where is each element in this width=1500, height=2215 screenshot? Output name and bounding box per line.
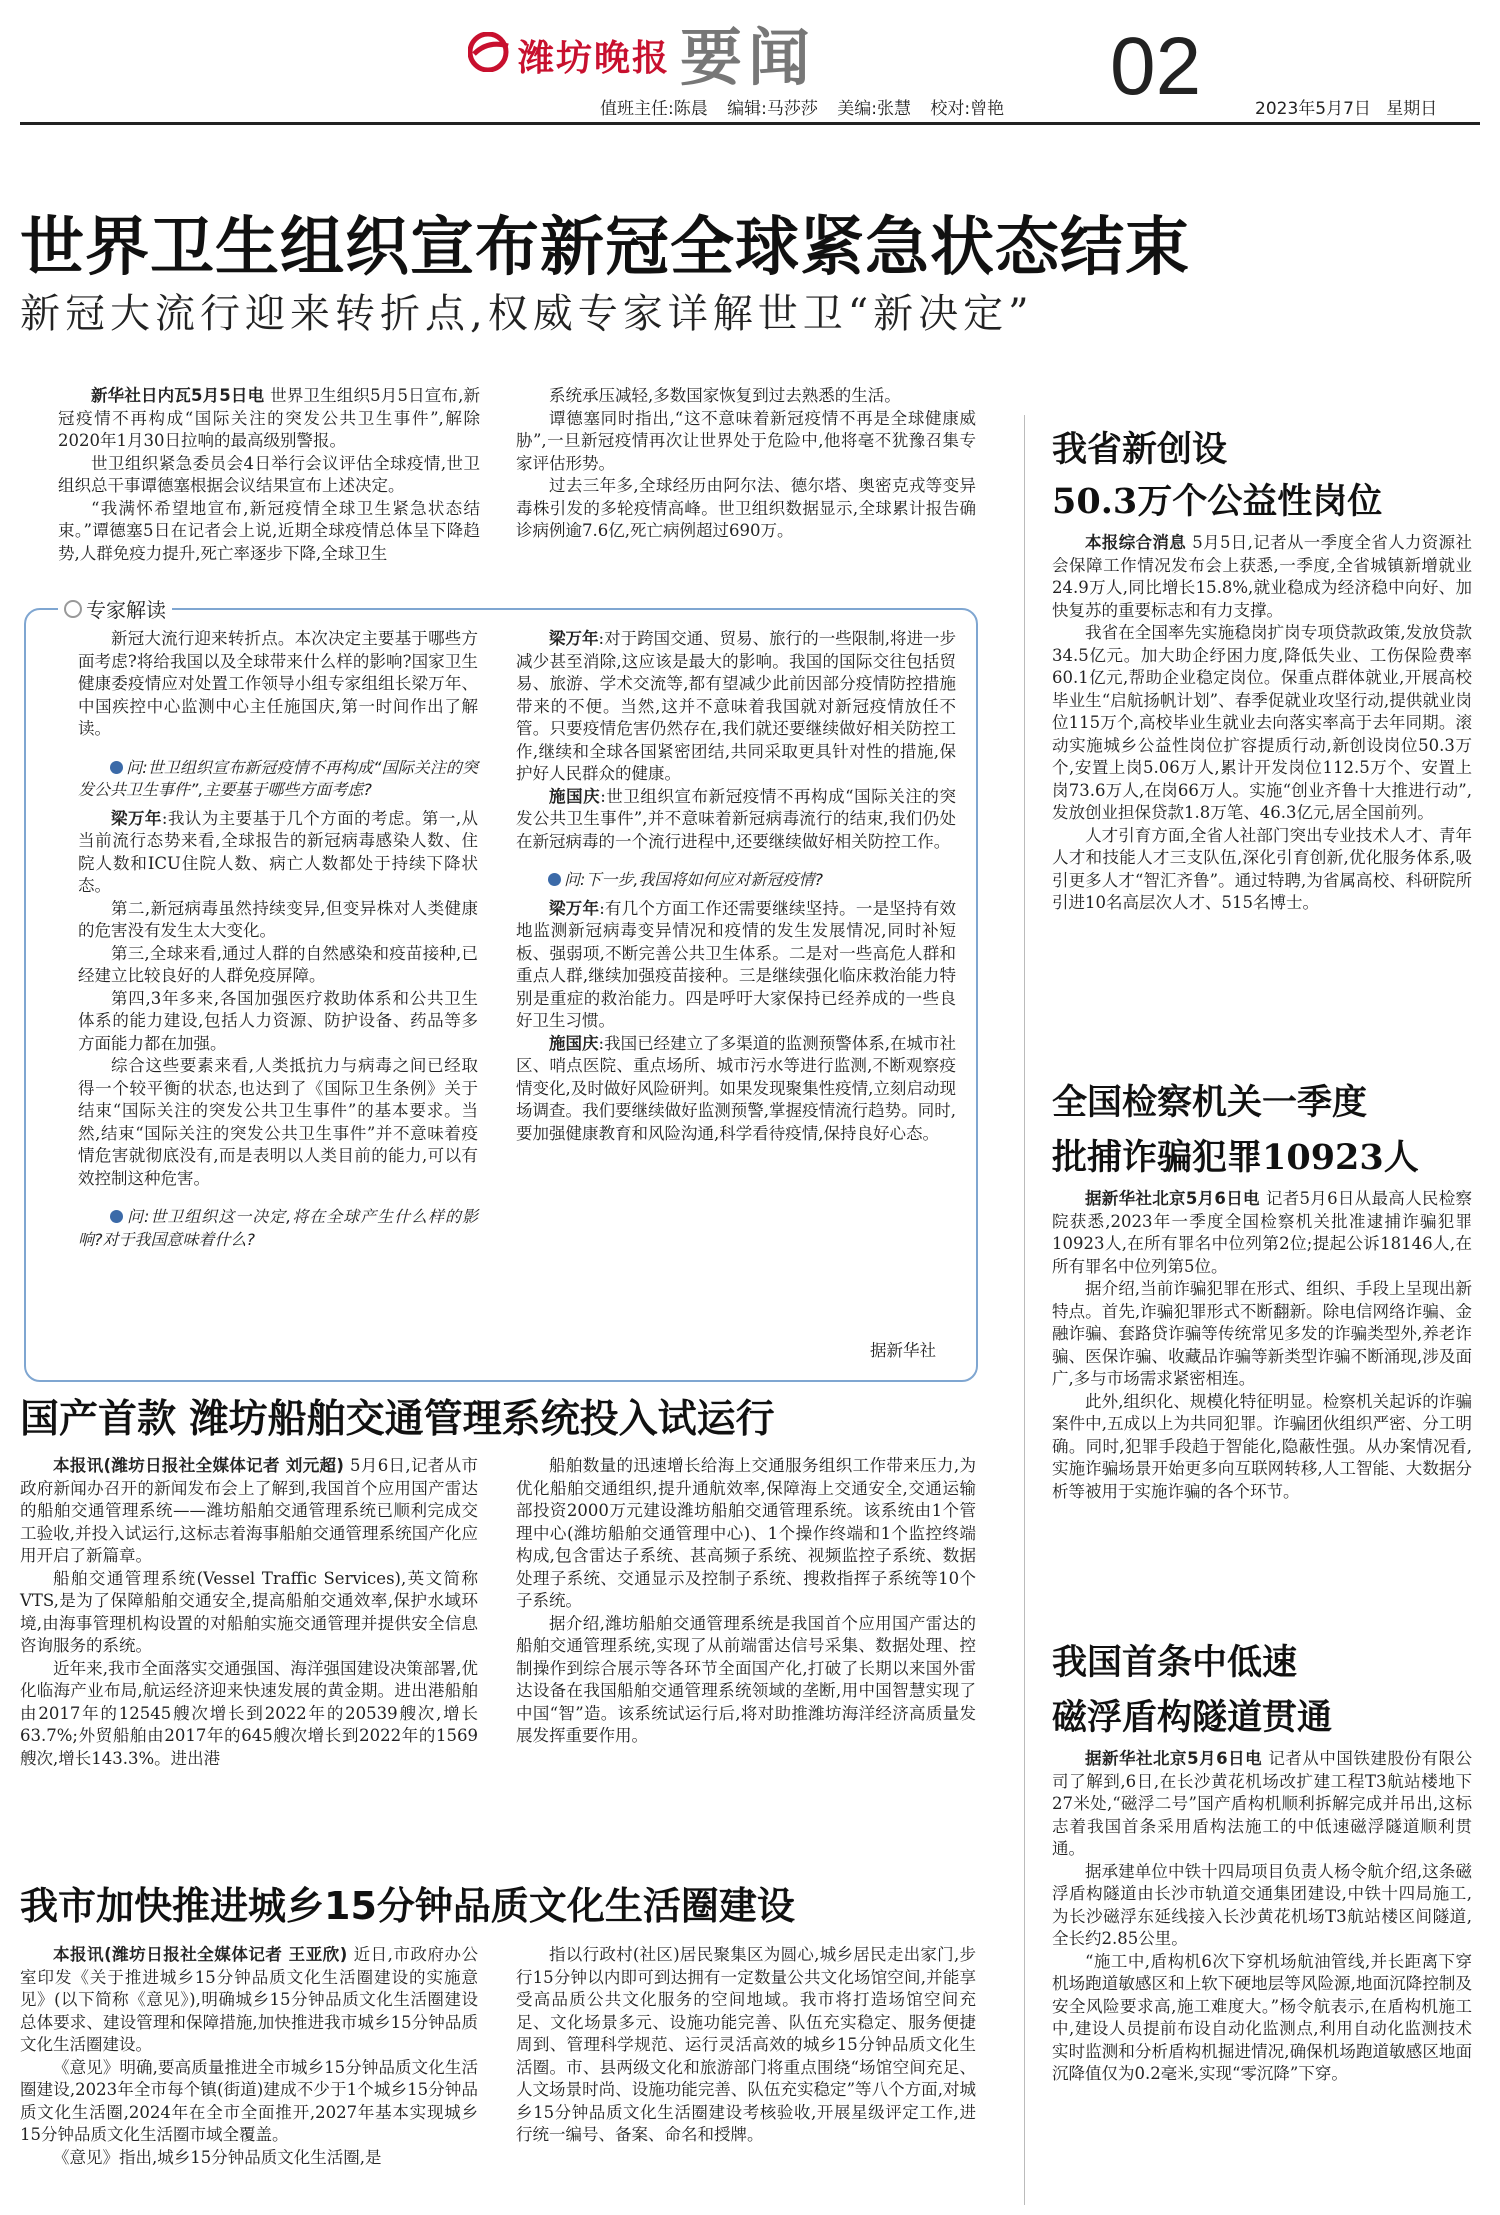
- paragraph: [20, 2057, 478, 2147]
- paragraph: [1052, 825, 1472, 915]
- lead-headline: 世界卫生组织宣布新冠全球紧急状态结束: [20, 211, 1190, 285]
- dateline: 本报讯(潍坊日报社全媒体记者 刘元超): [53, 1456, 351, 1475]
- paragraph-text: :我国已经建立了多渠道的监测预警体系,在城市社区、哨点医院、重点场所、城市污水等进行监测,不断观察疫情变化,及时做好风险研判。如果发现聚集性疫情,立刻启动现场调查。我们要继续做好监测预警,掌握疫情流行趋势。同时,要加强健康教育和风险沟通,科学看待疫情,保持良好心态。: [516, 1033, 957, 1143]
- paragraph: [516, 1944, 976, 2147]
- question-text: 问:世卫组织这一决定,将在全球产生什么样的影响?对于我国意味着什么?: [78, 1207, 478, 1249]
- paragraph-text: :对于跨国交通、贸易、旅行的一些限制,将进一步减少甚至消除,这应该是最大的影响。我国的国际交往包括贸易、旅游、学术交流等,都有望减少此前因部分疫情防控措施带来的不便。当然,这并不意味着我国就对新冠疫情放任不管。只要疫情危害仍然存在,我们就还要继续做好相关防控工作,继续和全球各国紧密团结,共同采取更具针对性的措施,保护好人民群众的健康。: [516, 629, 957, 783]
- paragraph: [516, 408, 976, 476]
- editor-credits: 值班主任:陈晨 编辑:马莎莎 美编:张慧 校对:曾艳: [600, 99, 1005, 119]
- paragraph-text: 谭德塞同时指出,“这不意味着新冠疫情不再是全球健康威胁”,一旦新冠疫情再次让世界处于危险中,他将毫不犹豫召集专家评估形势。: [516, 408, 976, 473]
- paragraph: [78, 1055, 478, 1190]
- masthead-rule: [20, 122, 1480, 125]
- question-bullet-icon: [110, 761, 123, 774]
- paragraph: [1052, 1391, 1472, 1504]
- question-bullet-icon: [110, 1210, 123, 1223]
- paragraph: [516, 385, 976, 408]
- maglev-headline-line2: 磁浮盾构隧道贯通: [1052, 1697, 1333, 1738]
- paragraph-text: :世卫组织宣布新冠疫情不再构成“国际关注的突发公共卫生事件”,并不意味着新冠病毒流行的结束,我们仍处在新冠病毒的一个流行进程中,还要继续做好相关防控工作。: [516, 786, 956, 851]
- maglev-article: [1052, 1748, 1472, 2086]
- paragraph-text: 据介绍,潍坊船舶交通管理系统是我国首个应用国产雷达的船舶交通管理系统,实现了从前端雷达信号采集、数据处理、控制操作到综合展示等各环节全面国产化,打破了长期以来国外雷达设备在我国船舶交通管理系统领域的垄断,用中国智慧实现了中国“智”造。该系统试运行后,将对助推潍坊海洋经济高质量发展发挥重要作用。: [516, 1613, 976, 1745]
- ship-headline: 国产首款 潍坊船舶交通管理系统投入试运行: [20, 1397, 775, 1442]
- paragraph-text: 综合这些要素来看,人类抵抗力与病毒之间已经取得一个较平衡的状态,也达到了《国际卫生条例》关于结束“国际关注的突发公共卫生事件”的基本要求。当然,结束“国际关注的突发公共卫生事件”并不意味着疫情危害就彻底没有,而是表明以人类目前的能力,可以有效控制这种危害。: [78, 1056, 478, 1188]
- newspaper-logo-icon: [468, 32, 514, 72]
- expert-credit: 据新华社: [870, 1341, 936, 1360]
- paragraph-text: “我满怀希望地宣布,新冠疫情全球卫生紧急状态结束。”谭德塞5日在记者会上说,近期全球疫情总体呈下降趋势,人群免疫力提升,死亡率逐步下降,全球卫生: [58, 498, 480, 563]
- paragraph-text: 船舶交通管理系统(Vessel Traffic Services),英文简称VTS,是为了保障船舶交通安全,提高船舶交通效率,保护水域环境,由海事管理机构设置的对船舶实施交通管理并提供安全信息咨询服务的系统。: [20, 1568, 478, 1655]
- paragraph-text: 《意见》明确,要高质量推进全市城乡15分钟品质文化生活圈建设,2023年全市每个镇(街道)建成不少于1个城乡15分钟品质文化生活圈,2024年在全市全面推开,2027年基本实现城乡15分钟品质文化生活圈市域全覆盖。: [20, 2057, 478, 2144]
- paragraph: [58, 498, 480, 566]
- culture-article-col2: [516, 1944, 976, 2147]
- paragraph: [516, 475, 976, 543]
- culture-headline: 我市加快推进城乡15分钟品质文化生活圈建设: [20, 1884, 795, 1928]
- paragraph-text: “施工中,盾构机6次下穿机场航油管线,并长距离下穿机场跑道敏感区和上软下硬地层等风险源,地面沉降控制及安全风险要求高,施工难度大。”杨令航表示,在盾构机施工中,建设人员提前布设自动化监测点,利用自动化监测技术实时监测和分析盾构机掘进情况,确保机场跑道敏感区地面沉降值仅为0.2毫米,实现“零沉降”下穿。: [1052, 1951, 1472, 2083]
- jobs-headline-line1: 我省新创设: [1052, 429, 1228, 470]
- answer: [516, 1033, 956, 1146]
- paragraph-text: 指以行政村(社区)居民聚集区为圆心,城乡居民走出家门,步行15分钟以内即可到达拥有一定数量公共文化场馆空间,并能享受高品质公共文化服务的空间地域。我市将打造场馆空间充足、文化场景多元、设施功能完善、队伍充实稳定、服务便捷周到、管理科学规范、运行灵活高效的城乡15分钟品质文化生活圈。市、县两级文化和旅游部门将重点围绕“场馆空间充足、人文场景时尚、设施功能完善、队伍充实稳定”等八个方面,对城乡15分钟品质文化生活圈建设考核验收,开展星级评定工作,进行统一编号、备案、命名和授牌。: [516, 1945, 976, 2144]
- paragraph: [20, 1944, 478, 2057]
- jobs-article: [1052, 532, 1472, 915]
- paragraph-text: 5月5日,记者从一季度全省人力资源社会保障工作情况发布会上获悉,一季度,全省城镇新增就业24.9万人,同比增长15.8%,就业稳成为经济稳中向好、加快复苏的重要标志和有力支撑。: [1052, 533, 1472, 620]
- question-text: 问:世卫组织宣布新冠疫情不再构成“国际关注的突发公共卫生事件”,主要基于哪些方面考虑?: [78, 757, 478, 799]
- tag-circle-icon: [64, 600, 82, 618]
- paragraph-text: 记者5月6日从最高人民检察院获悉,2023年一季度全国检察机关批准逮捕诈骗犯罪10923人,在所有罪名中位列第2位;提起公诉18146人,在所有罪名中位列第5位。: [1052, 1189, 1472, 1276]
- culture-article-col1: [20, 1944, 478, 2169]
- dateline: 新华社日内瓦5月5日电: [91, 386, 271, 405]
- question: [78, 757, 478, 802]
- dateline: 本报综合消息: [1085, 533, 1193, 552]
- paragraph: [1052, 1278, 1472, 1391]
- issue-date: 2023年5月7日 星期日: [1255, 99, 1438, 119]
- paragraph: [1052, 532, 1472, 622]
- fraud-headline-line1: 全国检察机关一季度: [1052, 1082, 1368, 1123]
- dateline: 据新华社北京5月6日电: [1085, 1189, 1266, 1208]
- paragraph: [1052, 1861, 1472, 1951]
- paragraph-text: 近年来,我市全面落实交通强国、海洋强国建设决策部署,优化临海产业布局,航运经济迎来快速发展的黄金期。进出港船舶由2017年的12545艘次增长到2022年的20539艘次,增长63.7%;外贸船舶由2017年的645艘次增长到2022年的1569艘次,增长143.3%。进出港: [20, 1658, 478, 1768]
- question-text: 问:下一步,我国将如何应对新冠疫情?: [564, 870, 823, 889]
- lead-subheadline: 新冠大流行迎来转折点,权威专家详解世卫“新决定”: [20, 291, 1034, 337]
- answer: [516, 628, 956, 786]
- newspaper-name: 潍坊晚报: [518, 38, 671, 79]
- paragraph-text: :我认为主要基于几个方面的考虑。第一,从当前流行态势来看,全球报告的新冠病毒感染人数、住院人数和ICU住院人数、病亡人数都处于持续下降状态。: [78, 808, 478, 895]
- ship-article-col1: [20, 1455, 478, 1770]
- expert-col-right: [516, 628, 956, 1145]
- speaker-name: 梁万年: [549, 629, 599, 648]
- expert-tag: [58, 594, 172, 623]
- question: [78, 1206, 478, 1251]
- paragraph-text: 我省在全国率先实施稳岗扩岗专项贷款政策,发放贷款34.5亿元。加大助企纾困力度,降低失业、工伤保险费率60.1亿元,帮助企业稳定岗位。保重点群体就业,开展高校毕业生“启航扬帆计划”、春季促就业攻坚行动,提供就业岗位115万个,高校毕业生就业去向落实率高于去年同期。滚动实施城乡公益性岗位扩容提质行动,新创设岗位50.3万个,安置上岗5.06万人,累计开发岗位112.5万个、安置上岗73.6万人,在岗66万人。实施“创业齐鲁十大推进行动”,发放创业担保贷款1.8万笔、46.3亿元,居全国前列。: [1052, 623, 1472, 822]
- paragraph: [20, 1455, 478, 1568]
- paragraph-text: 过去三年多,全球经历由阿尔法、德尔塔、奥密克戎等变异毒株引发的多轮疫情高峰。世卫组织数据显示,全球累计报告确诊病例逾7.6亿,死亡病例超过690万。: [516, 476, 976, 540]
- paragraph-text: 系统承压减轻,多数国家恢复到过去熟悉的生活。: [549, 386, 901, 405]
- paragraph-text: 新冠大流行迎来转折点。本次决定主要基于哪些方面考虑?将给我国以及全球带来什么样的影响?国家卫生健康委疫情应对处置工作领导小组专家组组长梁万年、中国疾控中心监测中心主任施国庆,第一时间作出了解读。: [78, 629, 478, 738]
- paragraph: [516, 1613, 976, 1748]
- paragraph-text: 《意见》指出,城乡15分钟品质文化生活圈,是: [53, 2147, 382, 2167]
- dateline: 据新华社北京5月6日电: [1085, 1749, 1269, 1768]
- paragraph: [1052, 1748, 1472, 1861]
- paragraph-text: 世界卫生组织5月5日宣布,新冠疫情不再构成“国际关注的突发公共卫生事件”,解除2020年1月30日拉响的最高级别警报。: [58, 386, 480, 450]
- fraud-headline-line2: 批捕诈骗犯罪10923人: [1052, 1137, 1419, 1178]
- question: [516, 869, 956, 892]
- dateline: 本报讯(潍坊日报社全媒体记者 王亚欣): [53, 1945, 354, 1964]
- paragraph: [1052, 622, 1472, 825]
- paragraph: [78, 628, 478, 741]
- paragraph: [20, 1658, 478, 1771]
- paragraph-text: 第三,全球来看,通过人群的自然感染和疫苗接种,已经建立比较良好的人群免疫屏障。: [78, 943, 478, 985]
- paragraph-text: 近日,市政府办公室印发《关于推进城乡15分钟品质文化生活圈建设的实施意见》(以下简称《意见》),明确城乡15分钟品质文化生活圈建设总体要求、建设管理和保障措施,加快推进我市城乡15分钟品质文化生活圈建设。: [20, 1945, 478, 2054]
- speaker-name: 梁万年: [549, 898, 600, 918]
- paragraph: [20, 1568, 478, 1658]
- paragraph: [78, 988, 478, 1056]
- paragraph-text: 第二,新冠病毒虽然持续变异,但变异株对人类健康的危害没有发生太大变化。: [78, 898, 478, 940]
- jobs-headline-line2: 50.3万个公益性岗位: [1052, 481, 1383, 522]
- fraud-article: [1052, 1188, 1472, 1503]
- lead-article-col2: [516, 385, 976, 543]
- paragraph: [78, 943, 478, 988]
- expert-col-left: [78, 628, 478, 1257]
- paragraph: [20, 2147, 478, 2170]
- paragraph-text: 世卫组织紧急委员会4日举行会议评估全球疫情,世卫组织总干事谭德塞根据会议结果宣布上述决定。: [58, 453, 480, 495]
- paragraph: [1052, 1188, 1472, 1278]
- paragraph: [78, 898, 478, 943]
- paragraph: [58, 385, 480, 453]
- speaker-name: 梁万年: [111, 808, 162, 828]
- paragraph-text: :有几个方面工作还需要继续坚持。一是坚持有效地监测新冠病毒变异情况和疫情的发生发展情况,同时补短板、强弱项,不断完善公共卫生体系。二是对一些高危人群和重点人群,继续加强疫苗接种。三是继续强化临床救治能力特别是重症的救治能力。四是呼吁大家保持已经养成的一些良好卫生习惯。: [516, 898, 957, 1030]
- answer: [516, 786, 956, 854]
- paragraph: [58, 453, 480, 498]
- speaker-name: 施国庆: [549, 1033, 599, 1053]
- paragraph-text: 记者从中国铁建股份有限公司了解到,6日,在长沙黄花机场改扩建工程T3航站楼地下27米处,“磁浮二号”国产盾构机顺利拆解完成并吊出,这标志着我国首条采用盾构法施工的中低速磁浮隧道顺利贯通。: [1052, 1749, 1472, 1858]
- expert-tag-label: 专家解读: [86, 598, 166, 622]
- paragraph-text: 船舶数量的迅速增长给海上交通服务组织工作带来压力,为优化船舶交通组织,提升通航效率,保障海上交通安全,交通运输部投资2000万元建设潍坊船舶交通管理系统。该系统由1个管理中心(潍坊船舶交通管理中心)、1个操作终端和1个监控终端构成,包含雷达子系统、甚高频子系统、视频监控子系统、数据处理子系统、交通显示及控制子系统、搜救指挥子系统等10个子系统。: [516, 1456, 976, 1610]
- column-rule: [1024, 415, 1025, 2205]
- paragraph: [1052, 1951, 1472, 2086]
- paragraph-text: 据承建单位中铁十四局项目负责人杨令航介绍,这条磁浮盾构隧道由长沙市轨道交通集团建设,中铁十四局施工,为长沙磁浮东延线接入长沙黄花机场T3航站楼区间隧道,全长约2.85公里。: [1052, 1861, 1472, 1948]
- question-bullet-icon: [548, 873, 561, 886]
- ship-article-col2: [516, 1455, 976, 1748]
- answer: [516, 898, 956, 1033]
- lead-article-col1: [58, 385, 480, 565]
- paragraph-text: 据介绍,当前诈骗犯罪在形式、组织、手段上呈现出新特点。首先,诈骗犯罪形式不断翻新。除电信网络诈骗、金融诈骗、套路贷诈骗等传统常见多发的诈骗类型外,养老诈骗、医保诈骗、收藏品诈骗等新类型诈骗不断涌现,涉及面广,多与市场需求紧密相连。: [1052, 1279, 1472, 1388]
- answer: [78, 808, 478, 898]
- paragraph: [516, 1455, 976, 1613]
- paragraph-text: 第四,3年多来,各国加强医疗救助体系和公共卫生体系的能力建设,包括人力资源、防护设备、药品等多方面能力都在加强。: [78, 988, 478, 1053]
- section-name: 要闻: [680, 21, 817, 94]
- paragraph-text: 此外,组织化、规模化特征明显。检察机关起诉的诈骗案件中,五成以上为共同犯罪。诈骗团伙组织严密、分工明确。同时,犯罪手段趋于智能化,隐蔽性强。从办案情况看,实施诈骗场景开始更多向互联网转移,人工智能、大数据分析等被用于实施诈骗的各个环节。: [1052, 1391, 1472, 1501]
- paragraph-text: 5月6日,记者从市政府新闻办召开的新闻发布会上了解到,我国首个应用国产雷达的船舶交通管理系统——潍坊船舶交通管理系统已顺利完成交工验收,并投入试运行,这标志着海事船舶交通管理系统国产化应用开启了新篇章。: [20, 1456, 478, 1565]
- speaker-name: 施国庆: [549, 786, 601, 806]
- maglev-headline-line1: 我国首条中低速: [1052, 1642, 1298, 1683]
- paragraph-text: 人才引育方面,全省人社部门突出专业技术人才、青年人才和技能人才三支队伍,深化引育创新,优化服务体系,吸引更多人才“智汇齐鲁”。通过特聘,为省属高校、科研院所引进10名高层次人才、515名博士。: [1052, 825, 1472, 912]
- page-number: 02: [1110, 21, 1202, 112]
